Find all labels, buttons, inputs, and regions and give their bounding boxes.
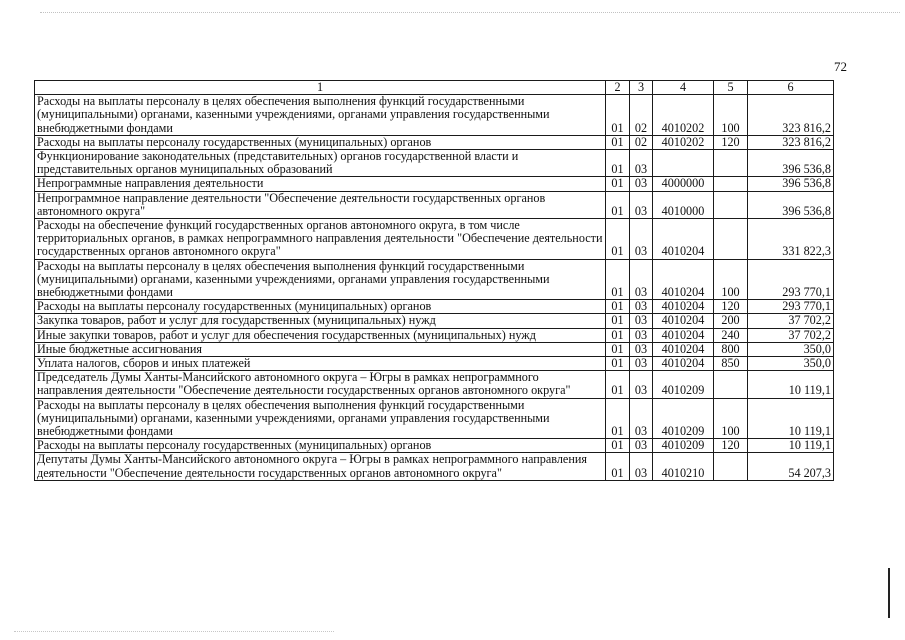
- row-name: Уплата налогов, сборов и иных платежей: [35, 357, 606, 371]
- row-subsection: 03: [630, 328, 653, 342]
- row-amount: 331 822,3: [748, 219, 834, 260]
- table-row: [35, 300, 834, 314]
- header-col-5: 5: [714, 81, 748, 95]
- table-row: [35, 259, 834, 300]
- row-name: Расходы на выплаты персоналу государственных (муниципальных) органов: [35, 439, 606, 453]
- table-row: [35, 371, 834, 398]
- table-row: [35, 398, 834, 439]
- row-section: 01: [606, 398, 630, 439]
- table-row: [35, 314, 834, 328]
- table-row: [35, 342, 834, 356]
- row-amount: 37 702,2: [748, 314, 834, 328]
- row-expense-type: [714, 177, 748, 191]
- scan-noise-top: [40, 12, 900, 13]
- row-name: Функционирование законодательных (представительных) органов государственной власти и представительных органов муниципальных образований: [35, 150, 606, 177]
- row-amount: 323 816,2: [748, 135, 834, 149]
- row-target-article: 4010204: [653, 328, 714, 342]
- row-subsection: 03: [630, 191, 653, 218]
- table-row: [35, 135, 834, 149]
- row-section: 01: [606, 453, 630, 480]
- table-row: [35, 191, 834, 218]
- row-expense-type: 240: [714, 328, 748, 342]
- row-subsection: 03: [630, 439, 653, 453]
- row-section: 01: [606, 371, 630, 398]
- row-target-article: 4010202: [653, 95, 714, 136]
- table-row: [35, 150, 834, 177]
- table-row: [35, 95, 834, 136]
- row-target-article: 4010204: [653, 259, 714, 300]
- row-expense-type: 120: [714, 135, 748, 149]
- row-subsection: 02: [630, 135, 653, 149]
- table-row: [35, 439, 834, 453]
- row-subsection: 03: [630, 453, 653, 480]
- row-expense-type: [714, 371, 748, 398]
- row-amount: 350,0: [748, 357, 834, 371]
- row-target-article: 4000000: [653, 177, 714, 191]
- row-amount: 54 207,3: [748, 453, 834, 480]
- table-header-row: [35, 81, 834, 95]
- row-amount: 323 816,2: [748, 95, 834, 136]
- row-expense-type: 100: [714, 259, 748, 300]
- row-subsection: 03: [630, 398, 653, 439]
- row-subsection: 02: [630, 95, 653, 136]
- row-section: 01: [606, 135, 630, 149]
- row-amount: 350,0: [748, 342, 834, 356]
- row-expense-type: [714, 191, 748, 218]
- row-name: Закупка товаров, работ и услуг для государственных (муниципальных) нужд: [35, 314, 606, 328]
- row-section: 01: [606, 439, 630, 453]
- row-name: Расходы на выплаты персоналу в целях обеспечения выполнения функций государственными (муниципальными) органами, казенными учреждениями, органами управления государственными внебюджетными фондами: [35, 398, 606, 439]
- row-name: Расходы на обеспечение функций государственных органов автономного округа, в том числе территориальных органов, в рамках непрограммного направления деятельности "Обеспечение деятельности государственных органов автономного округа": [35, 219, 606, 260]
- row-expense-type: [714, 219, 748, 260]
- row-section: 01: [606, 300, 630, 314]
- row-subsection: 03: [630, 314, 653, 328]
- row-name: Депутаты Думы Ханты-Мансийского автономного округа – Югры в рамках непрограммного направления деятельности "Обеспечение деятельности государственных органов автономного округа": [35, 453, 606, 480]
- row-subsection: 03: [630, 357, 653, 371]
- row-section: 01: [606, 150, 630, 177]
- table-row: [35, 219, 834, 260]
- row-section: 01: [606, 259, 630, 300]
- row-amount: 37 702,2: [748, 328, 834, 342]
- row-amount: 396 536,8: [748, 191, 834, 218]
- row-section: 01: [606, 314, 630, 328]
- row-target-article: 4010204: [653, 219, 714, 260]
- scan-edge-mark: [888, 568, 890, 618]
- header-col-3: 3: [630, 81, 653, 95]
- row-subsection: 03: [630, 342, 653, 356]
- row-section: 01: [606, 177, 630, 191]
- row-expense-type: 200: [714, 314, 748, 328]
- table-row: [35, 357, 834, 371]
- header-col-2: 2: [606, 81, 630, 95]
- row-amount: 293 770,1: [748, 259, 834, 300]
- row-name: Расходы на выплаты персоналу в целях обеспечения выполнения функций государственными (муниципальными) органами, казенными учреждениями, органами управления государственными внебюджетными фондами: [35, 95, 606, 136]
- row-subsection: 03: [630, 219, 653, 260]
- row-expense-type: [714, 150, 748, 177]
- row-section: 01: [606, 328, 630, 342]
- row-section: 01: [606, 342, 630, 356]
- row-subsection: 03: [630, 150, 653, 177]
- row-subsection: 03: [630, 300, 653, 314]
- row-target-article: [653, 150, 714, 177]
- row-expense-type: 850: [714, 357, 748, 371]
- row-expense-type: 800: [714, 342, 748, 356]
- row-subsection: 03: [630, 259, 653, 300]
- table-row: [35, 177, 834, 191]
- row-amount: 10 119,1: [748, 439, 834, 453]
- row-section: 01: [606, 95, 630, 136]
- row-expense-type: 120: [714, 439, 748, 453]
- row-section: 01: [606, 191, 630, 218]
- row-expense-type: [714, 453, 748, 480]
- header-col-4: 4: [653, 81, 714, 95]
- row-section: 01: [606, 357, 630, 371]
- row-target-article: 4010209: [653, 439, 714, 453]
- row-expense-type: 100: [714, 398, 748, 439]
- row-target-article: 4010209: [653, 371, 714, 398]
- row-amount: 396 536,8: [748, 150, 834, 177]
- table-row: [35, 453, 834, 480]
- row-target-article: 4010202: [653, 135, 714, 149]
- row-name: Непрограммное направление деятельности "Обеспечение деятельности государственных органов автономного округа": [35, 191, 606, 218]
- row-name: Председатель Думы Ханты-Мансийского автономного округа – Югры в рамках непрограммного направления деятельности "Обеспечение деятельности государственных органов автономного округа": [35, 371, 606, 398]
- row-target-article: 4010210: [653, 453, 714, 480]
- row-name: Иные закупки товаров, работ и услуг для обеспечения государственных (муниципальных) нужд: [35, 328, 606, 342]
- row-target-article: 4010204: [653, 300, 714, 314]
- header-col-6: 6: [748, 81, 834, 95]
- row-section: 01: [606, 219, 630, 260]
- row-expense-type: 120: [714, 300, 748, 314]
- scan-noise-bottom: [14, 631, 334, 632]
- row-name: Расходы на выплаты персоналу в целях обеспечения выполнения функций государственными (муниципальными) органами, казенными учреждениями, органами управления государственными внебюджетными фондами: [35, 259, 606, 300]
- row-amount: 293 770,1: [748, 300, 834, 314]
- page-number: 72: [834, 59, 847, 74]
- row-amount: 10 119,1: [748, 371, 834, 398]
- row-target-article: 4010000: [653, 191, 714, 218]
- row-target-article: 4010209: [653, 398, 714, 439]
- row-subsection: 03: [630, 177, 653, 191]
- row-amount: 396 536,8: [748, 177, 834, 191]
- row-name: Непрограммные направления деятельности: [35, 177, 606, 191]
- row-expense-type: 100: [714, 95, 748, 136]
- row-name: Иные бюджетные ассигнования: [35, 342, 606, 356]
- row-target-article: 4010204: [653, 314, 714, 328]
- row-name: Расходы на выплаты персоналу государственных (муниципальных) органов: [35, 135, 606, 149]
- row-amount: 10 119,1: [748, 398, 834, 439]
- header-col-1: 1: [35, 81, 606, 95]
- row-target-article: 4010204: [653, 357, 714, 371]
- row-target-article: 4010204: [653, 342, 714, 356]
- row-name: Расходы на выплаты персоналу государственных (муниципальных) органов: [35, 300, 606, 314]
- budget-table: [34, 80, 834, 481]
- table-row: [35, 328, 834, 342]
- row-subsection: 03: [630, 371, 653, 398]
